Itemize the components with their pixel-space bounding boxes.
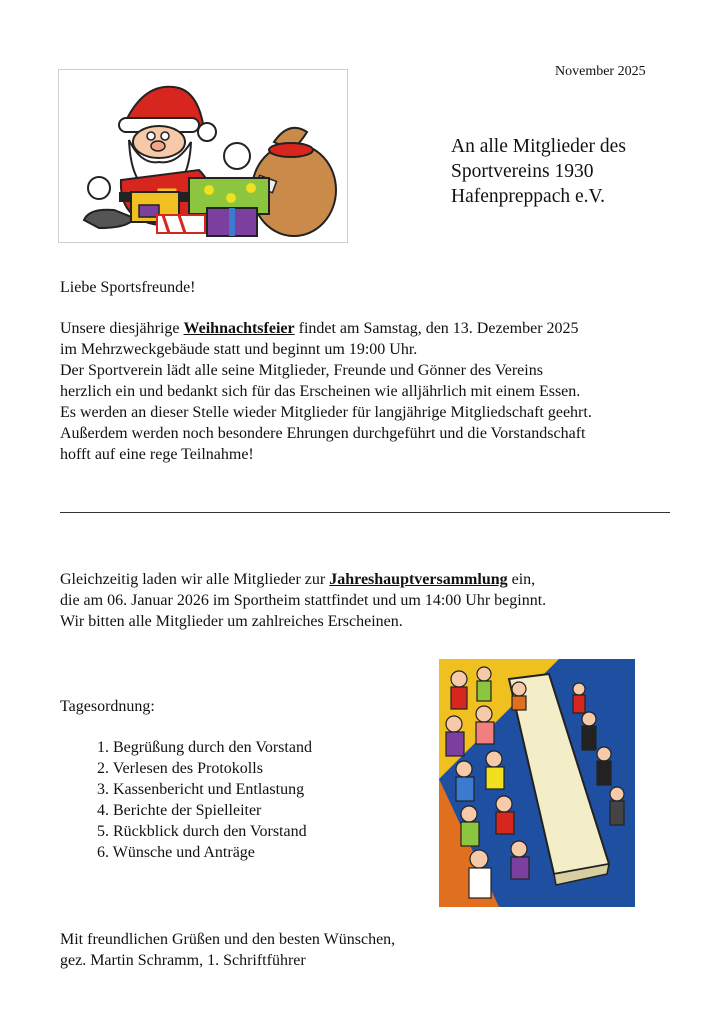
paragraph-line: hofft auf eine rege Teilnahme!: [60, 446, 254, 463]
agenda-item: 5. Rückblick durch den Vorstand: [97, 823, 307, 840]
recipient-address: [451, 134, 626, 209]
paragraph-line: [60, 318, 592, 339]
agenda-title: Tagesordnung:: [60, 698, 155, 715]
agenda-item: 6. Wünsche und Anträge: [97, 844, 255, 861]
text-segment: ein,: [507, 571, 536, 588]
section-divider: [60, 512, 670, 513]
santa-illustration: [58, 69, 348, 243]
agenda-item: 3. Kassenbericht und Entlastung: [97, 781, 305, 798]
event-name-assembly: Jahreshauptversammlung: [329, 571, 508, 588]
recipient-line: Hafenpreppach e.V.: [451, 186, 605, 207]
letter-date: November 2025: [555, 64, 646, 79]
paragraph-line: Es werden an dieser Stelle wieder Mitglieder für langjährige Mitgliedschaft geehrt.: [60, 404, 592, 421]
agenda-item: 4. Berichte der Spielleiter: [97, 802, 262, 819]
paragraph-line: die am 06. Januar 2026 im Sportheim stattfindet und um 14:00 Uhr beginnt.: [60, 592, 547, 609]
closing: [60, 929, 395, 971]
banquet-illustration: [439, 659, 635, 907]
agenda-list: [97, 737, 312, 863]
event-name-christmas: Weihnachtsfeier: [183, 320, 295, 337]
paragraph-line: Außerdem werden noch besondere Ehrungen durchgeführt und die Vorstandschaft: [60, 425, 586, 442]
paragraph-line: Der Sportverein lädt alle seine Mitglieder, Freunde und Gönner des Vereins: [60, 362, 543, 379]
agenda-item: 2. Verlesen des Protokolls: [97, 760, 263, 777]
recipient-line: An alle Mitglieder des: [451, 136, 626, 157]
paragraph-line: im Mehrzweckgebäude statt und beginnt um 19:00 Uhr.: [60, 341, 418, 358]
agenda-item: 1. Begrüßung durch den Vorstand: [97, 739, 312, 756]
paragraph-line: herzlich ein und bedankt sich für das Erscheinen wie alljährlich mit einem Essen.: [60, 383, 581, 400]
signature-line: gez. Martin Schramm, 1. Schriftführer: [60, 952, 306, 969]
paragraph-line: [60, 569, 546, 590]
recipient-line: Sportvereins 1930: [451, 161, 594, 182]
closing-line: Mit freundlichen Grüßen und den besten Wünschen,: [60, 931, 396, 948]
christmas-paragraph: [60, 318, 592, 465]
text-segment: findet am Samstag, den 13. Dezember 2025: [294, 320, 579, 337]
text-segment: Gleichzeitig laden wir alle Mitglieder zur: [60, 571, 330, 588]
text-segment: Unsere diesjährige: [60, 320, 184, 337]
paragraph-line: Wir bitten alle Mitglieder um zahlreiches Erscheinen.: [60, 613, 403, 630]
assembly-paragraph: [60, 569, 546, 632]
greeting: Liebe Sportsfreunde!: [60, 279, 196, 296]
